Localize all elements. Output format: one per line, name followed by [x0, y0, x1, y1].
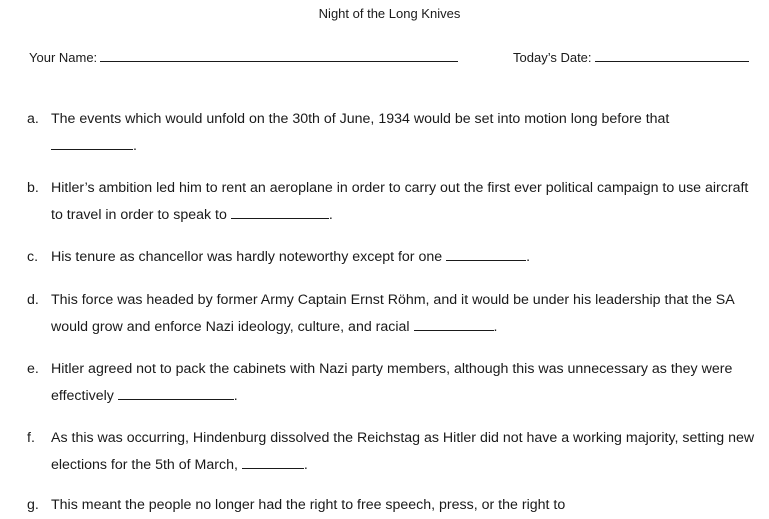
question-letter: c.	[27, 249, 39, 265]
question-text: This meant the people no longer had the right to free speech, press, or the right to	[51, 497, 566, 513]
question-letter: f.	[27, 430, 35, 446]
document-title: Night of the Long Knives	[318, 6, 461, 21]
question-f	[27, 425, 757, 478]
question-g	[27, 492, 757, 519]
question-b	[27, 175, 757, 228]
name-label: Your Name:	[29, 50, 98, 65]
answer-blank[interactable]	[51, 135, 133, 150]
date-field	[513, 49, 749, 65]
question-text: This force was headed by former Army Captain Ernst Röhm, and it would be under his leadership that the SA would grow and enforce Nazi ideology, culture, and racial .	[51, 292, 734, 335]
answer-blank[interactable]	[242, 454, 304, 469]
answer-blank[interactable]	[118, 385, 234, 400]
question-letter: g.	[27, 497, 39, 513]
question-text: As this was occurring, Hindenburg dissolved the Reichstag as Hitler did not have a working majority, setting new elections for the 5th of March, .	[51, 430, 755, 473]
question-text: Hitler’s ambition led him to rent an aeroplane in order to carry out the first ever political campaign to use aircraft to travel in order to speak to .	[51, 180, 749, 223]
answer-blank[interactable]	[231, 204, 329, 219]
question-e	[27, 356, 757, 409]
name-field	[29, 49, 458, 65]
question-letter: a.	[27, 111, 39, 127]
question-text: The events which would unfold on the 30th of June, 1934 would be set into motion long before that .	[51, 111, 670, 154]
question-text: Hitler agreed not to pack the cabinets with Nazi party members, although this was unnecessary as they were effectively .	[51, 361, 733, 404]
question-letter: d.	[27, 292, 39, 308]
question-letter: b.	[27, 180, 39, 196]
date-label: Today’s Date:	[513, 50, 592, 65]
question-text: His tenure as chancellor was hardly noteworthy except for one .	[51, 244, 757, 271]
question-d	[27, 287, 757, 340]
question-a	[27, 106, 757, 159]
question-letter: e.	[27, 361, 39, 377]
answer-blank[interactable]	[446, 246, 526, 261]
question-c	[27, 244, 757, 271]
answer-blank[interactable]	[414, 316, 494, 331]
name-blank[interactable]	[100, 49, 458, 62]
date-blank[interactable]	[595, 49, 749, 62]
